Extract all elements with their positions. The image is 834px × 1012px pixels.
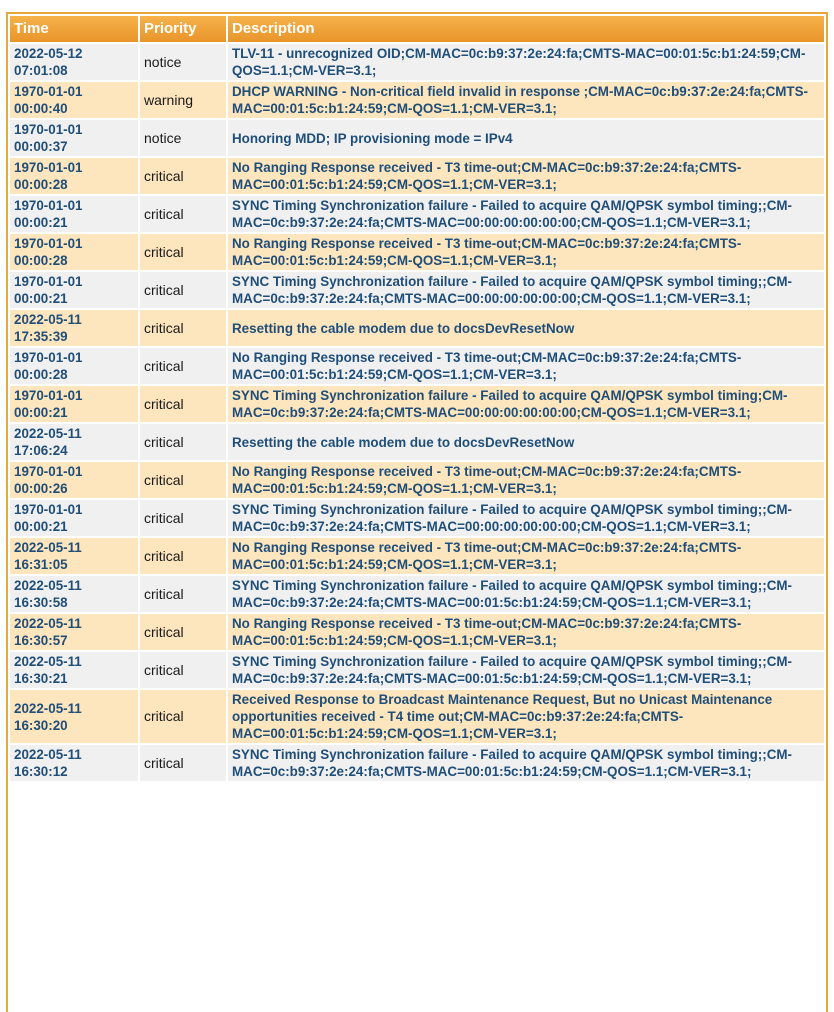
priority-cell: critical	[140, 196, 226, 232]
priority-cell: critical	[140, 234, 226, 270]
description-cell: Resetting the cable modem due to docsDevResetNow	[228, 310, 824, 346]
priority-cell: critical	[140, 462, 226, 498]
event-date: 1970-01-01	[14, 122, 83, 137]
time-cell	[10, 500, 138, 536]
table-header-row	[10, 16, 824, 42]
priority-cell: critical	[140, 576, 226, 612]
event-time: 00:00:21	[14, 405, 68, 420]
event-time: 17:06:24	[14, 443, 68, 458]
event-date: 1970-01-01	[14, 236, 83, 251]
time-cell	[10, 424, 138, 460]
event-date: 1970-01-01	[14, 274, 83, 289]
description-cell: SYNC Timing Synchronization failure - Failed to acquire QAM/QPSK symbol timing;;CM-MAC=0c:b9:37:2e:24:fa;CMTS-MAC=00:01:5c:b1:24:59;CM-QOS=1.1;CM-VER=3.1;	[228, 576, 824, 612]
event-date: 2022-05-11	[14, 312, 82, 327]
event-date: 1970-01-01	[14, 464, 83, 479]
description-cell: TLV-11 - unrecognized OID;CM-MAC=0c:b9:37:2e:24:fa;CMTS-MAC=00:01:5c:b1:24:59;CM-QOS=1.1;CM-VER=3.1;	[228, 44, 824, 80]
event-time: 00:00:40	[14, 101, 68, 116]
table-row	[10, 386, 824, 422]
event-date: 1970-01-01	[14, 160, 83, 175]
table-row	[10, 745, 824, 781]
table-row	[10, 690, 824, 743]
event-time: 00:00:28	[14, 253, 68, 268]
description-cell: SYNC Timing Synchronization failure - Failed to acquire QAM/QPSK symbol timing;;CM-MAC=0c:b9:37:2e:24:fa;CMTS-MAC=00:00:00:00:00:00;CM-QOS=1.1;CM-VER=3.1;	[228, 500, 824, 536]
table-row	[10, 576, 824, 612]
description-cell: No Ranging Response received - T3 time-out;CM-MAC=0c:b9:37:2e:24:fa;CMTS-MAC=00:01:5c:b1:24:59;CM-QOS=1.1;CM-VER=3.1;	[228, 348, 824, 384]
event-time: 00:00:28	[14, 177, 68, 192]
event-date: 2022-05-11	[14, 540, 82, 555]
time-cell	[10, 44, 138, 80]
priority-cell: critical	[140, 500, 226, 536]
priority-cell: warning	[140, 82, 226, 118]
event-time: 00:00:21	[14, 291, 68, 306]
time-cell	[10, 614, 138, 650]
event-time: 00:00:21	[14, 519, 68, 534]
time-cell	[10, 272, 138, 308]
description-cell: SYNC Timing Synchronization failure - Failed to acquire QAM/QPSK symbol timing;CM-MAC=0c:b9:37:2e:24:fa;CMTS-MAC=00:00:00:00:00:00;CM-QOS=1.1;CM-VER=3.1;	[228, 386, 824, 422]
event-date: 2022-05-12	[14, 46, 83, 61]
event-date: 1970-01-01	[14, 350, 83, 365]
event-log-body	[10, 44, 824, 781]
time-cell	[10, 690, 138, 743]
description-cell: SYNC Timing Synchronization failure - Failed to acquire QAM/QPSK symbol timing;;CM-MAC=0c:b9:37:2e:24:fa;CMTS-MAC=00:01:5c:b1:24:59;CM-QOS=1.1;CM-VER=3.1;	[228, 652, 824, 688]
event-time: 17:35:39	[14, 329, 68, 344]
priority-cell: critical	[140, 690, 226, 743]
priority-cell: critical	[140, 272, 226, 308]
table-row	[10, 652, 824, 688]
time-cell	[10, 120, 138, 156]
description-cell: No Ranging Response received - T3 time-out;CM-MAC=0c:b9:37:2e:24:fa;CMTS-MAC=00:01:5c:b1:24:59;CM-QOS=1.1;CM-VER=3.1;	[228, 158, 824, 194]
event-date: 2022-05-11	[14, 654, 82, 669]
priority-cell: critical	[140, 424, 226, 460]
table-row	[10, 44, 824, 80]
event-time: 00:00:28	[14, 367, 68, 382]
priority-cell: critical	[140, 745, 226, 781]
time-cell	[10, 576, 138, 612]
table-row	[10, 120, 824, 156]
description-cell: SYNC Timing Synchronization failure - Failed to acquire QAM/QPSK symbol timing;;CM-MAC=0c:b9:37:2e:24:fa;CMTS-MAC=00:01:5c:b1:24:59;CM-QOS=1.1;CM-VER=3.1;	[228, 745, 824, 781]
column-header-priority: Priority	[140, 16, 226, 42]
table-row	[10, 500, 824, 536]
event-time: 16:30:58	[14, 595, 68, 610]
event-date: 1970-01-01	[14, 502, 83, 517]
event-time: 07:01:08	[14, 63, 68, 78]
event-time: 16:30:20	[14, 717, 68, 733]
time-cell	[10, 462, 138, 498]
event-date: 2022-05-11	[14, 426, 82, 441]
event-date: 2022-05-11	[14, 578, 82, 593]
table-row	[10, 614, 824, 650]
time-cell	[10, 234, 138, 270]
time-cell	[10, 196, 138, 232]
event-time: 16:30:12	[14, 764, 68, 779]
description-cell: No Ranging Response received - T3 time-out;CM-MAC=0c:b9:37:2e:24:fa;CMTS-MAC=00:01:5c:b1:24:59;CM-QOS=1.1;CM-VER=3.1;	[228, 462, 824, 498]
description-cell: Resetting the cable modem due to docsDevResetNow	[228, 424, 824, 460]
time-cell	[10, 82, 138, 118]
event-date: 1970-01-01	[14, 388, 83, 403]
table-row	[10, 234, 824, 270]
event-time: 00:00:26	[14, 481, 68, 496]
event-log-panel	[6, 12, 828, 1012]
event-time: 16:31:05	[14, 557, 68, 572]
table-row	[10, 82, 824, 118]
time-cell	[10, 652, 138, 688]
description-cell: Received Response to Broadcast Maintenance Request, But no Unicast Maintenance opportunities received - T4 time out;CM-MAC=0c:b9:37:2e:24:fa;CMTS-MAC=00:01:5c:b1:24:59;CM-QOS=1.1;CM-VER=3.1;	[228, 690, 824, 743]
description-cell: No Ranging Response received - T3 time-out;CM-MAC=0c:b9:37:2e:24:fa;CMTS-MAC=00:01:5c:b1:24:59;CM-QOS=1.1;CM-VER=3.1;	[228, 538, 824, 574]
description-cell: DHCP WARNING - Non-critical field invalid in response ;CM-MAC=0c:b9:37:2e:24:fa;CMTS-MAC=00:01:5c:b1:24:59;CM-QOS=1.1;CM-VER=3.1;	[228, 82, 824, 118]
priority-cell: notice	[140, 44, 226, 80]
priority-cell: critical	[140, 158, 226, 194]
description-cell: SYNC Timing Synchronization failure - Failed to acquire QAM/QPSK symbol timing;;CM-MAC=0c:b9:37:2e:24:fa;CMTS-MAC=00:00:00:00:00:00;CM-QOS=1.1;CM-VER=3.1;	[228, 196, 824, 232]
event-date: 1970-01-01	[14, 198, 83, 213]
time-cell	[10, 745, 138, 781]
event-date: 2022-05-11	[14, 616, 82, 631]
table-row	[10, 538, 824, 574]
event-time: 16:30:21	[14, 671, 68, 686]
time-cell	[10, 158, 138, 194]
description-cell: No Ranging Response received - T3 time-out;CM-MAC=0c:b9:37:2e:24:fa;CMTS-MAC=00:01:5c:b1:24:59;CM-QOS=1.1;CM-VER=3.1;	[228, 614, 824, 650]
description-cell: Honoring MDD; IP provisioning mode = IPv4	[228, 120, 824, 156]
event-date: 2022-05-11	[14, 700, 82, 716]
column-header-time: Time	[10, 16, 138, 42]
time-cell	[10, 386, 138, 422]
table-row	[10, 424, 824, 460]
priority-cell: critical	[140, 310, 226, 346]
table-row	[10, 310, 824, 346]
time-cell	[10, 538, 138, 574]
description-cell: No Ranging Response received - T3 time-out;CM-MAC=0c:b9:37:2e:24:fa;CMTS-MAC=00:01:5c:b1:24:59;CM-QOS=1.1;CM-VER=3.1;	[228, 234, 824, 270]
table-row	[10, 272, 824, 308]
priority-cell: critical	[140, 614, 226, 650]
event-time: 00:00:37	[14, 139, 68, 154]
event-date: 2022-05-11	[14, 747, 82, 762]
priority-cell: critical	[140, 348, 226, 384]
table-row	[10, 462, 824, 498]
priority-cell: critical	[140, 386, 226, 422]
column-header-description: Description	[228, 16, 824, 42]
table-row	[10, 196, 824, 232]
event-time: 16:30:57	[14, 633, 68, 648]
event-log-table	[8, 14, 826, 783]
time-cell	[10, 348, 138, 384]
table-row	[10, 348, 824, 384]
description-cell: SYNC Timing Synchronization failure - Failed to acquire QAM/QPSK symbol timing;;CM-MAC=0c:b9:37:2e:24:fa;CMTS-MAC=00:00:00:00:00:00;CM-QOS=1.1;CM-VER=3.1;	[228, 272, 824, 308]
priority-cell: critical	[140, 538, 226, 574]
table-row	[10, 158, 824, 194]
event-time: 00:00:21	[14, 215, 68, 230]
time-cell	[10, 310, 138, 346]
event-date: 1970-01-01	[14, 84, 83, 99]
priority-cell: critical	[140, 652, 226, 688]
priority-cell: notice	[140, 120, 226, 156]
